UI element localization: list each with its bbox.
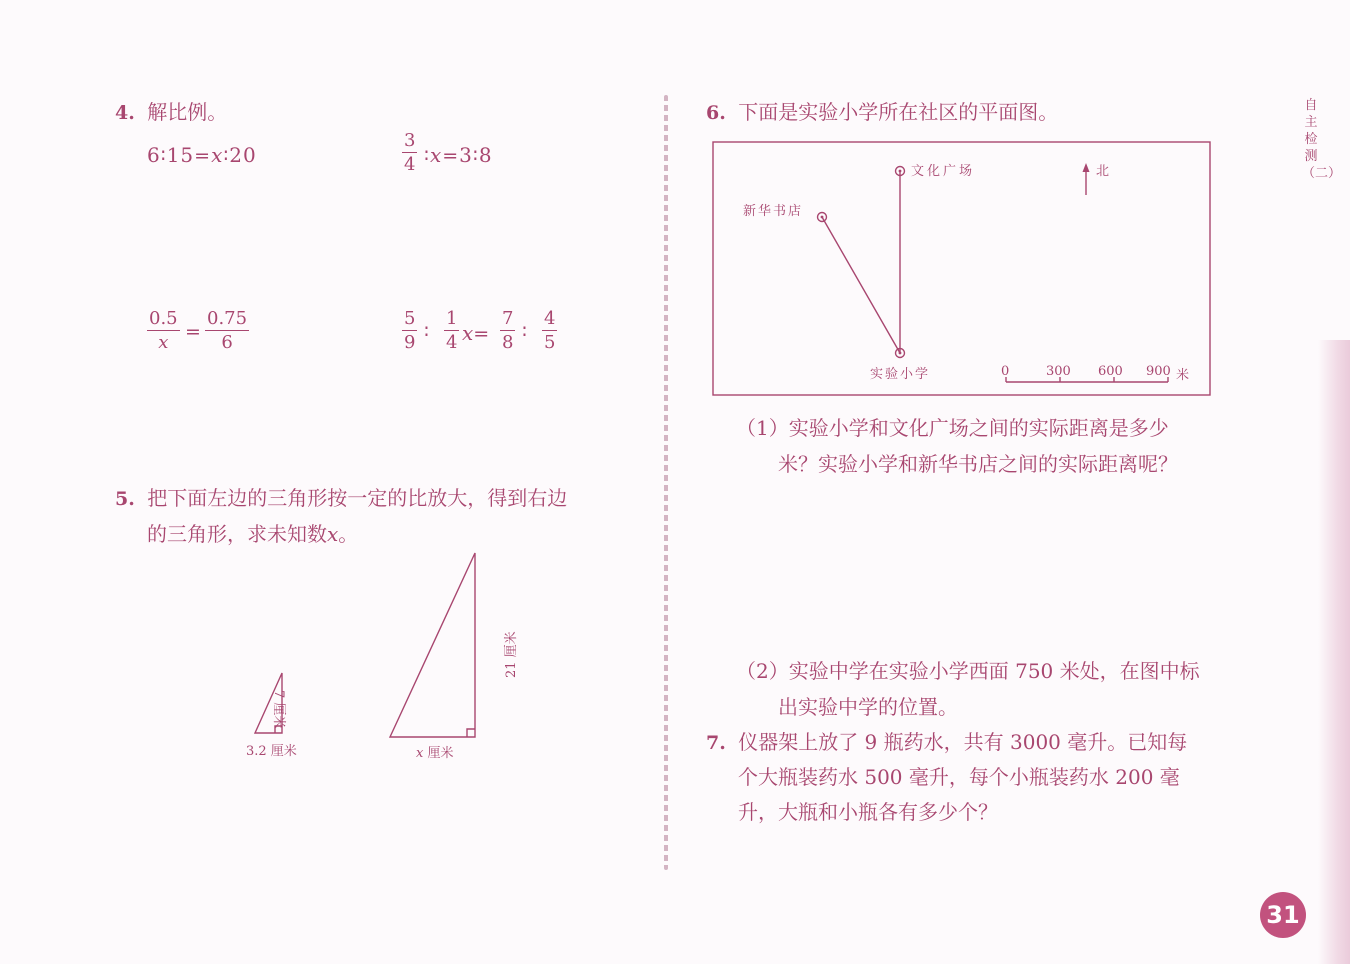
page-edge-shadow <box>1318 340 1350 964</box>
q4-heading <box>115 96 227 125</box>
scale-label-900: 900 <box>1146 364 1171 379</box>
map-label-north: 北 <box>1096 164 1110 179</box>
community-map <box>712 141 1212 397</box>
q7-line-2: 个大瓶装药水 500 毫升，每个小瓶装药水 200 毫 <box>738 765 1180 789</box>
q5-number: 5. <box>115 488 135 510</box>
map-label-bookstore: 新华书店 <box>743 204 804 219</box>
q4-equation-1: 6∶15=x∶20 <box>147 143 257 167</box>
big-right-angle-mark <box>467 729 475 737</box>
q4-equation-2: $\frac{3}{4}$ ∶x=3∶8 <box>404 130 493 175</box>
triangles-figure <box>230 545 530 765</box>
big-triangle-height-label: 21 厘米 <box>504 631 519 678</box>
north-arrow-head <box>1083 163 1090 172</box>
q4-title: 解比例。 <box>147 100 228 124</box>
map-label-culture-square: 文化广场 <box>911 164 976 179</box>
scale-label-600: 600 <box>1098 364 1123 379</box>
q6-number: 6. <box>706 102 726 124</box>
scale-label-0: 0 <box>1001 364 1010 379</box>
q6-sub2-line-2: 出实验中学的位置。 <box>778 695 958 719</box>
q4-equation-3: $\frac{0.5}{x}$ = $\frac{0.75}{6}$ <box>149 308 248 353</box>
fraction-3-4: $\frac{3}{4}$ <box>404 130 416 175</box>
scale-unit-label: 米 <box>1176 368 1190 383</box>
big-triangle-base-label: x 厘米 <box>416 746 454 761</box>
big-triangle <box>390 553 475 737</box>
q5-line-2: 的三角形，求未知数x。 <box>147 522 359 546</box>
small-triangle-height-label: 7 厘米 <box>271 690 286 729</box>
page-number-badge: 31 <box>1260 892 1306 938</box>
section-side-label: 自主检测（二） <box>1302 98 1342 181</box>
column-divider <box>664 95 668 870</box>
q6-sub1-line-1: （1）实验小学和文化广场之间的实际距离是多少 <box>736 416 1169 440</box>
q7-number: 7. <box>706 732 726 754</box>
q6-heading: 6. 下面是实验小学所在社区的平面图。 <box>706 100 1059 124</box>
q4-number: 4. <box>115 102 135 124</box>
small-triangle-base-label: 3.2 厘米 <box>246 744 297 759</box>
q6-sub2-line-1: （2）实验中学在实验小学西面 750 米处，在图中标 <box>736 659 1200 683</box>
q6-sub1-line-2: 米？实验小学和新华书店之间的实际距离呢？ <box>778 452 1178 476</box>
q7-line-3: 升，大瓶和小瓶各有多少个？ <box>738 800 998 824</box>
line-school-to-bookstore <box>822 217 900 353</box>
q7-line-1: 7. 仪器架上放了 9 瓶药水，共有 3000 毫升。已知每 <box>706 730 1188 754</box>
map-label-school: 实验小学 <box>870 367 931 382</box>
q4-equation-4: $\frac{5}{9}$ ∶ $\frac{1}{4}$ x= $\frac{7}{8}$ ∶ $\frac{4}{5}$ <box>404 308 556 353</box>
q5-line-1: 5. 把下面左边的三角形按一定的比放大，得到右边 <box>115 486 568 510</box>
scale-label-300: 300 <box>1046 364 1071 379</box>
